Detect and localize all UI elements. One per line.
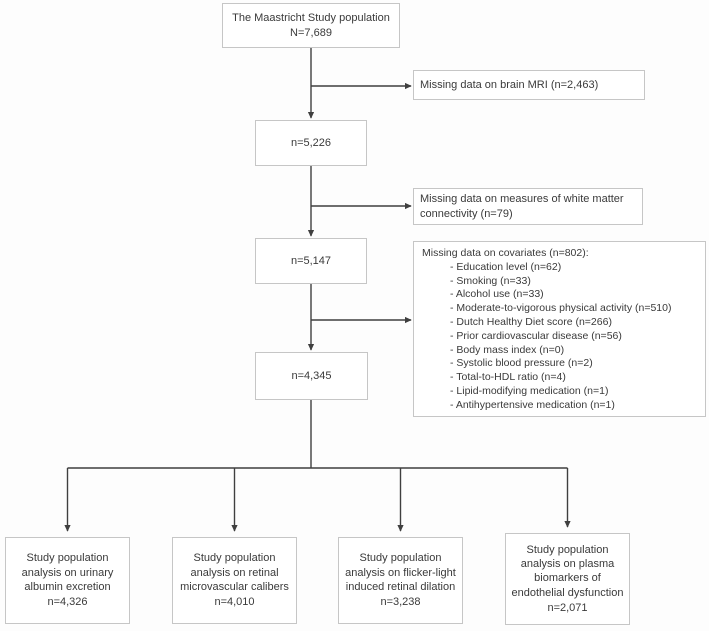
outcome-retinal-calibers-count: n=4,010 <box>214 596 255 609</box>
study-population-count: N=7,689 <box>290 26 332 39</box>
covariates-item-blood-pressure: - Systolic blood pressure (n=2) <box>450 357 593 370</box>
box-n-5147 <box>255 238 367 284</box>
box-n-5226 <box>255 120 367 166</box>
covariates-item-antihypertensive: - Antihypertensive medication (n=1) <box>450 398 615 411</box>
box-outcome-flicker-light <box>338 537 463 624</box>
n-5226-label: n=5,226 <box>290 136 332 149</box>
exclusion-wm-connectivity-text: Missing data on measures of white matter connectivity (n=79) <box>420 193 624 220</box>
box-n-4345 <box>255 352 368 400</box>
n-5147-label: n=5,147 <box>290 254 332 267</box>
box-exclusion-brain-mri <box>413 70 645 100</box>
box-exclusion-covariates <box>413 241 706 417</box>
covariates-item-diet-score: - Dutch Healthy Diet score (n=266) <box>450 315 612 328</box>
covariates-item-alcohol: - Alcohol use (n=33) <box>450 288 544 301</box>
covariates-item-cardiovascular: - Prior cardiovascular disease (n=56) <box>450 329 622 342</box>
outcome-plasma-biomarkers-title: Study population analysis on plasma biomarkers of endothelial dysfunction <box>511 543 624 599</box>
box-outcome-plasma-biomarkers <box>505 533 630 625</box>
study-population-label: The Maastricht Study population <box>232 12 390 25</box>
covariates-item-bmi: - Body mass index (n=0) <box>450 343 565 356</box>
n-4345-label: n=4,345 <box>291 369 332 382</box>
covariates-item-education: - Education level (n=62) <box>450 260 562 273</box>
covariates-item-physical-activity: - Moderate-to-vigorous physical activity (n=510) <box>450 302 672 315</box>
box-study-population <box>222 3 400 48</box>
outcome-flicker-light-title: Study population analysis on flicker-light induced retinal dilation <box>345 552 456 593</box>
outcome-plasma-biomarkers-count: n=2,071 <box>547 601 588 614</box>
covariates-item-lipid-medication: - Lipid-modifying medication (n=1) <box>450 384 609 397</box>
outcome-albumin-count: n=4,326 <box>47 596 88 609</box>
exclusion-brain-mri-text: Missing data on brain MRI (n=2,463) <box>420 78 599 91</box>
box-outcome-retinal-calibers <box>172 537 297 624</box>
covariates-item-smoking: - Smoking (n=33) <box>450 274 531 287</box>
outcome-retinal-calibers-title: Study population analysis on retinal microvascular calibers <box>180 552 289 593</box>
box-exclusion-wm-connectivity <box>413 188 643 225</box>
outcome-albumin-title: Study population analysis on urinary albumin excretion <box>21 552 114 593</box>
outcome-flicker-light-count: n=3,238 <box>380 596 421 609</box>
covariates-item-hdl-ratio: - Total-to-HDL ratio (n=4) <box>450 371 566 384</box>
box-outcome-albumin-excretion <box>5 537 130 624</box>
covariates-title: Missing data on covariates (n=802): <box>422 247 589 259</box>
